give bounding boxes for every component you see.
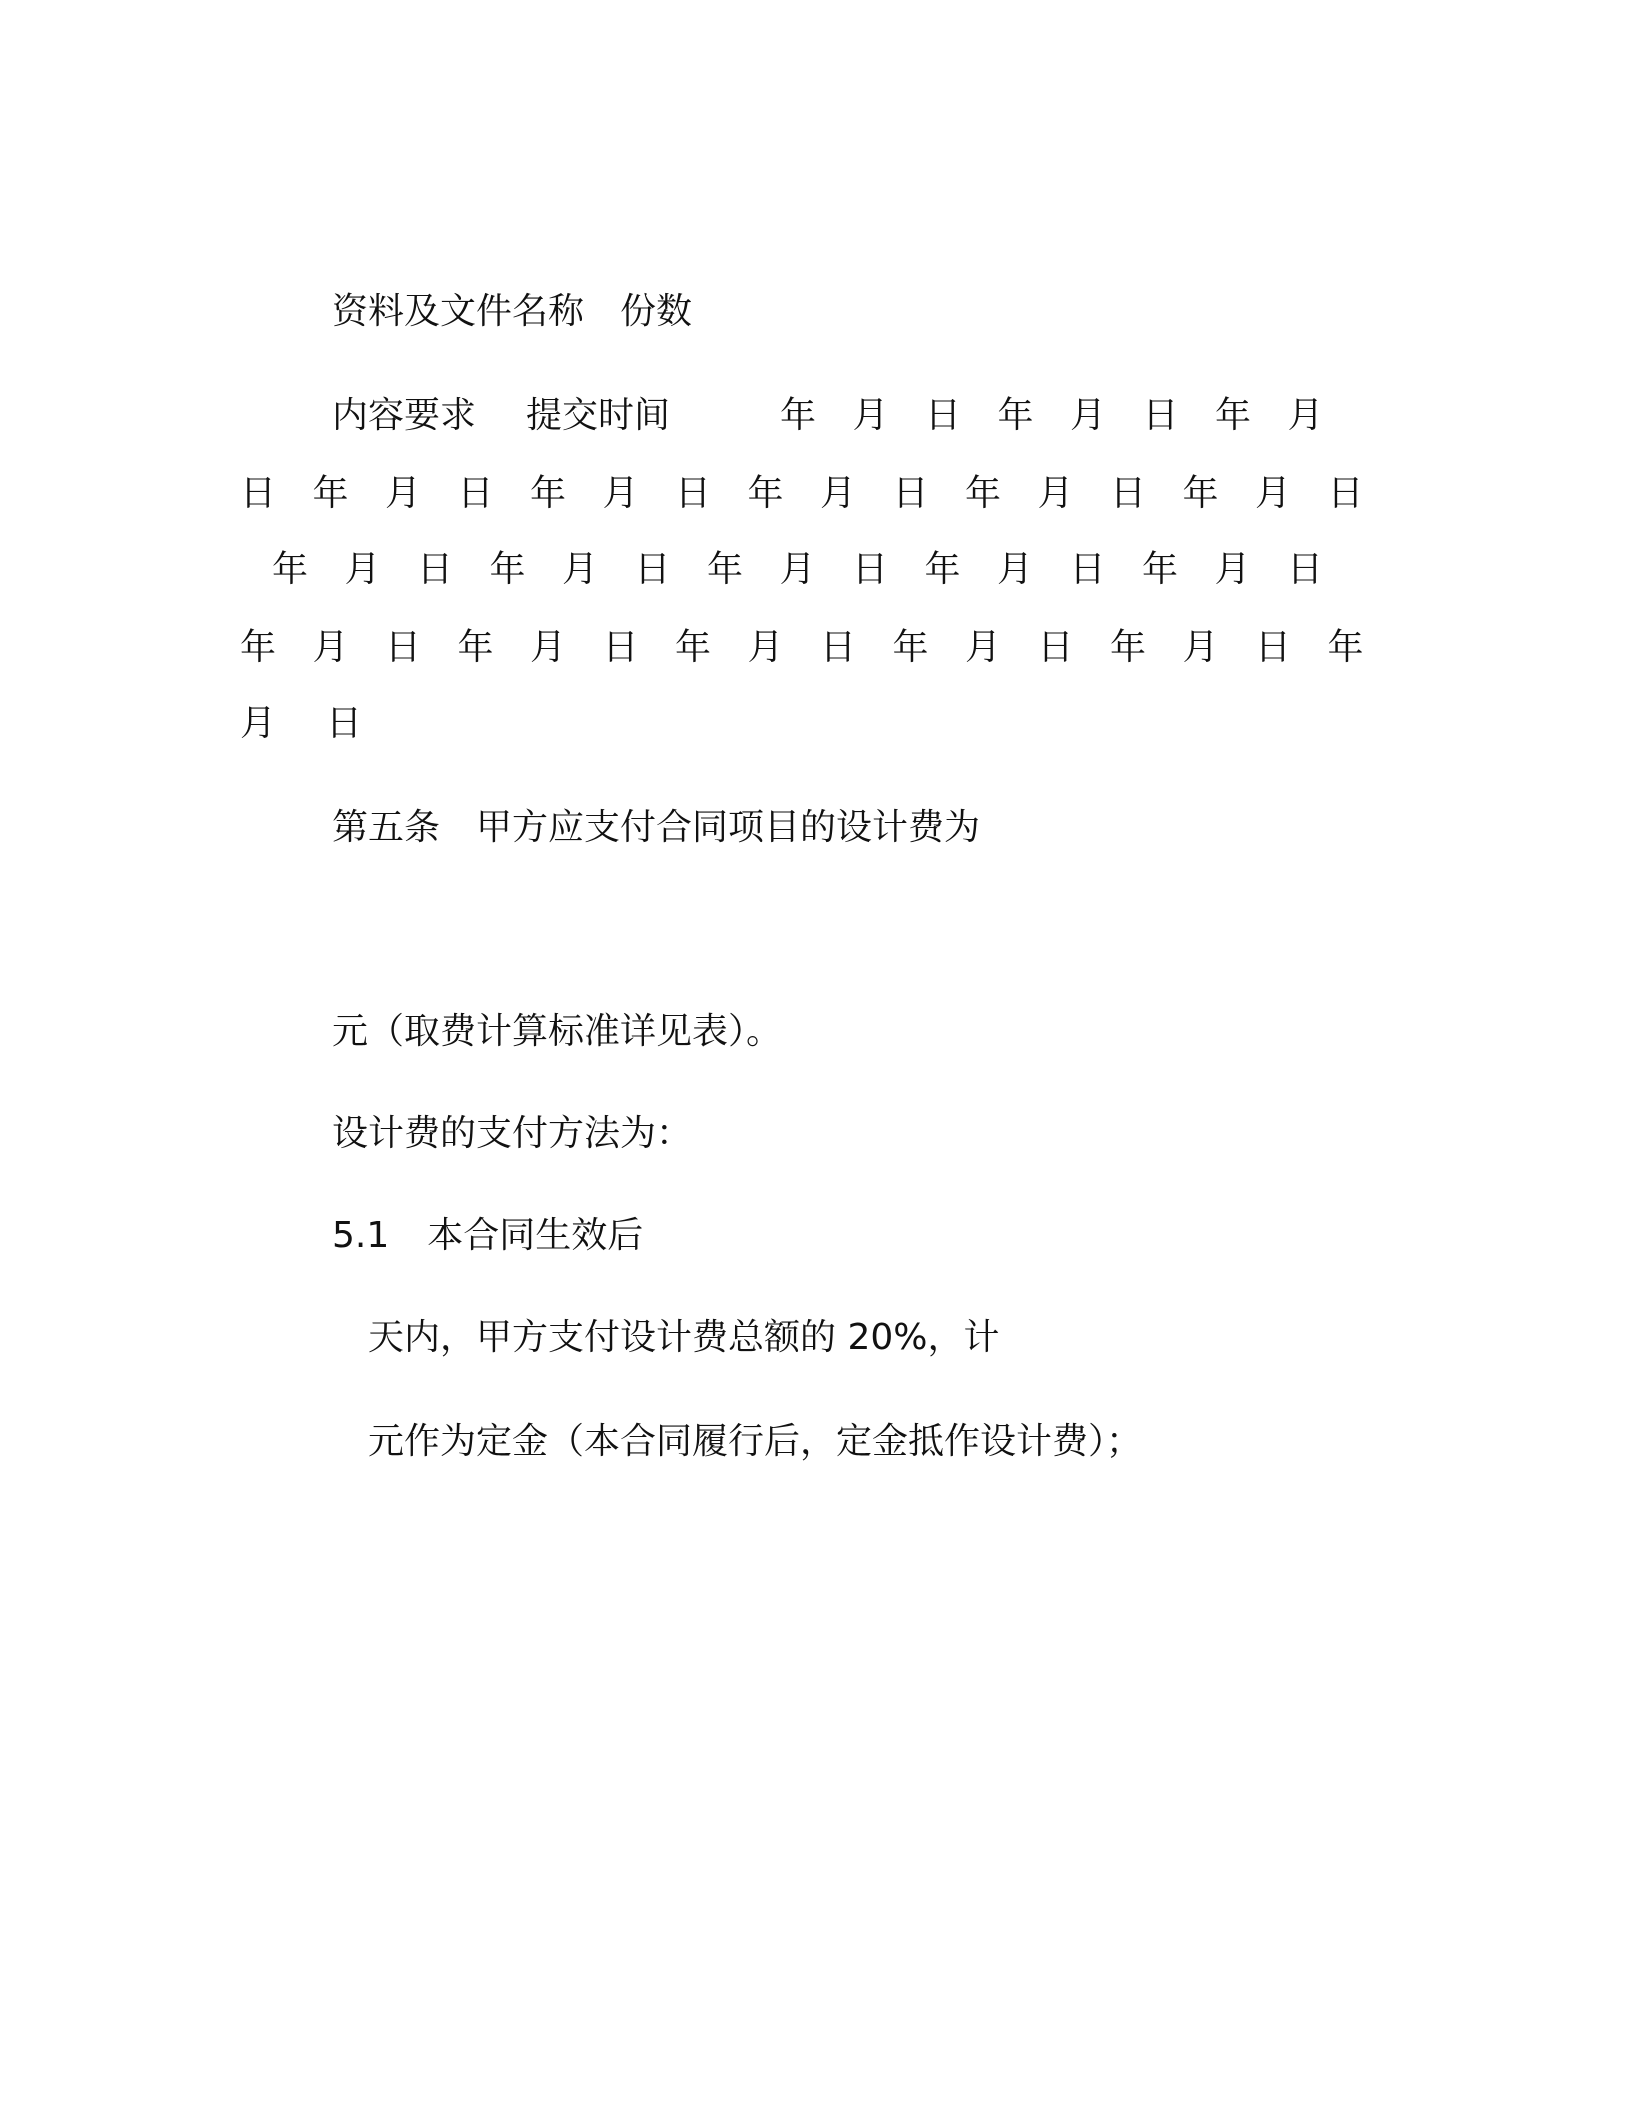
date-char: 日 xyxy=(675,473,712,514)
copies-label: 份数 xyxy=(620,291,693,332)
date-char: 月 xyxy=(602,473,639,514)
date-char: 月 xyxy=(344,549,381,590)
date-char: 年 xyxy=(1142,549,1179,590)
date-char: 年 xyxy=(312,473,349,514)
clause-5-1 xyxy=(332,1214,643,1258)
date-char: 月 xyxy=(312,627,349,668)
date-char: 日 xyxy=(385,627,422,668)
date-char: 日 xyxy=(417,549,454,590)
date-char: 月 xyxy=(747,627,784,668)
date-char: 日 xyxy=(925,395,962,436)
date-char: 年 xyxy=(489,549,526,590)
date-char: 年 xyxy=(675,627,712,668)
date-char: 年 xyxy=(707,549,744,590)
date-char: 年 xyxy=(530,473,567,514)
date-char: 日 xyxy=(1142,395,1179,436)
date-char: 日 xyxy=(326,703,363,744)
date-char: 日 xyxy=(457,473,494,514)
date-char: 日 xyxy=(1037,627,1074,668)
date-char: 日 xyxy=(820,627,857,668)
date-char: 年 xyxy=(1182,473,1219,514)
fee-unit-line: 元（取费计算标准详见表）。 xyxy=(332,1011,783,1052)
date-char: 月 xyxy=(779,549,816,590)
clause-5-1-continuation-2: 元作为定金（本合同履行后，定金抵作设计费）； xyxy=(368,1421,1143,1462)
date-char: 年 xyxy=(965,473,1002,514)
date-char: 日 xyxy=(602,627,639,668)
date-char: 日 xyxy=(1255,627,1292,668)
requirements-header xyxy=(332,394,670,438)
article-5-title: 第五条 xyxy=(332,807,441,848)
date-char: 年 xyxy=(1215,395,1252,436)
date-char: 月 xyxy=(530,627,567,668)
date-char: 年 xyxy=(457,627,494,668)
date-char: 月 xyxy=(1214,549,1251,590)
date-row xyxy=(240,702,412,746)
date-char: 年 xyxy=(892,627,929,668)
article-5-text: 甲方应支付合同项目的设计费为 xyxy=(476,807,981,848)
date-char: 月 xyxy=(1255,473,1292,514)
date-char: 年 xyxy=(272,549,309,590)
date-char: 年 xyxy=(1110,627,1147,668)
date-char: 月 xyxy=(820,473,857,514)
date-char: 月 xyxy=(852,395,889,436)
date-char: 日 xyxy=(1327,473,1364,514)
date-char: 年 xyxy=(924,549,961,590)
date-char: 年 xyxy=(747,473,784,514)
date-char: 月 xyxy=(240,703,277,744)
date-row xyxy=(272,548,1360,592)
date-char: 年 xyxy=(1327,627,1364,668)
date-char: 年 xyxy=(997,395,1034,436)
date-char: 日 xyxy=(1069,549,1106,590)
date-char: 月 xyxy=(385,473,422,514)
date-row xyxy=(240,626,1400,670)
date-char: 年 xyxy=(240,627,277,668)
date-char: 月 xyxy=(1287,395,1324,436)
clause-5-1-continuation-1: 天内，甲方支付设计费总额的 20%，计 xyxy=(368,1317,1000,1358)
date-char: 月 xyxy=(1037,473,1074,514)
date-char: 月 xyxy=(965,627,1002,668)
date-char: 月 xyxy=(562,549,599,590)
clause-5-1-text: 本合同生效后 xyxy=(427,1215,644,1256)
materials-name-label: 资料及文件名称 xyxy=(332,291,585,332)
date-char: 日 xyxy=(1287,549,1324,590)
date-char: 日 xyxy=(1110,473,1147,514)
date-char: 年 xyxy=(780,395,817,436)
article-5-heading xyxy=(332,806,980,850)
date-row xyxy=(240,472,1400,516)
submit-time-label: 提交时间 xyxy=(526,395,671,436)
date-char: 月 xyxy=(997,549,1034,590)
date-char: 日 xyxy=(852,549,889,590)
materials-header xyxy=(332,290,692,334)
date-char: 月 xyxy=(1070,395,1107,436)
date-char: 月 xyxy=(1182,627,1219,668)
date-char: 日 xyxy=(240,473,277,514)
date-char: 日 xyxy=(892,473,929,514)
date-row xyxy=(780,394,1360,438)
date-char: 日 xyxy=(634,549,671,590)
content-requirements-label: 内容要求 xyxy=(332,395,477,436)
clause-5-1-number: 5.1 xyxy=(332,1215,390,1256)
payment-method-line: 设计费的支付方法为： xyxy=(332,1113,693,1154)
